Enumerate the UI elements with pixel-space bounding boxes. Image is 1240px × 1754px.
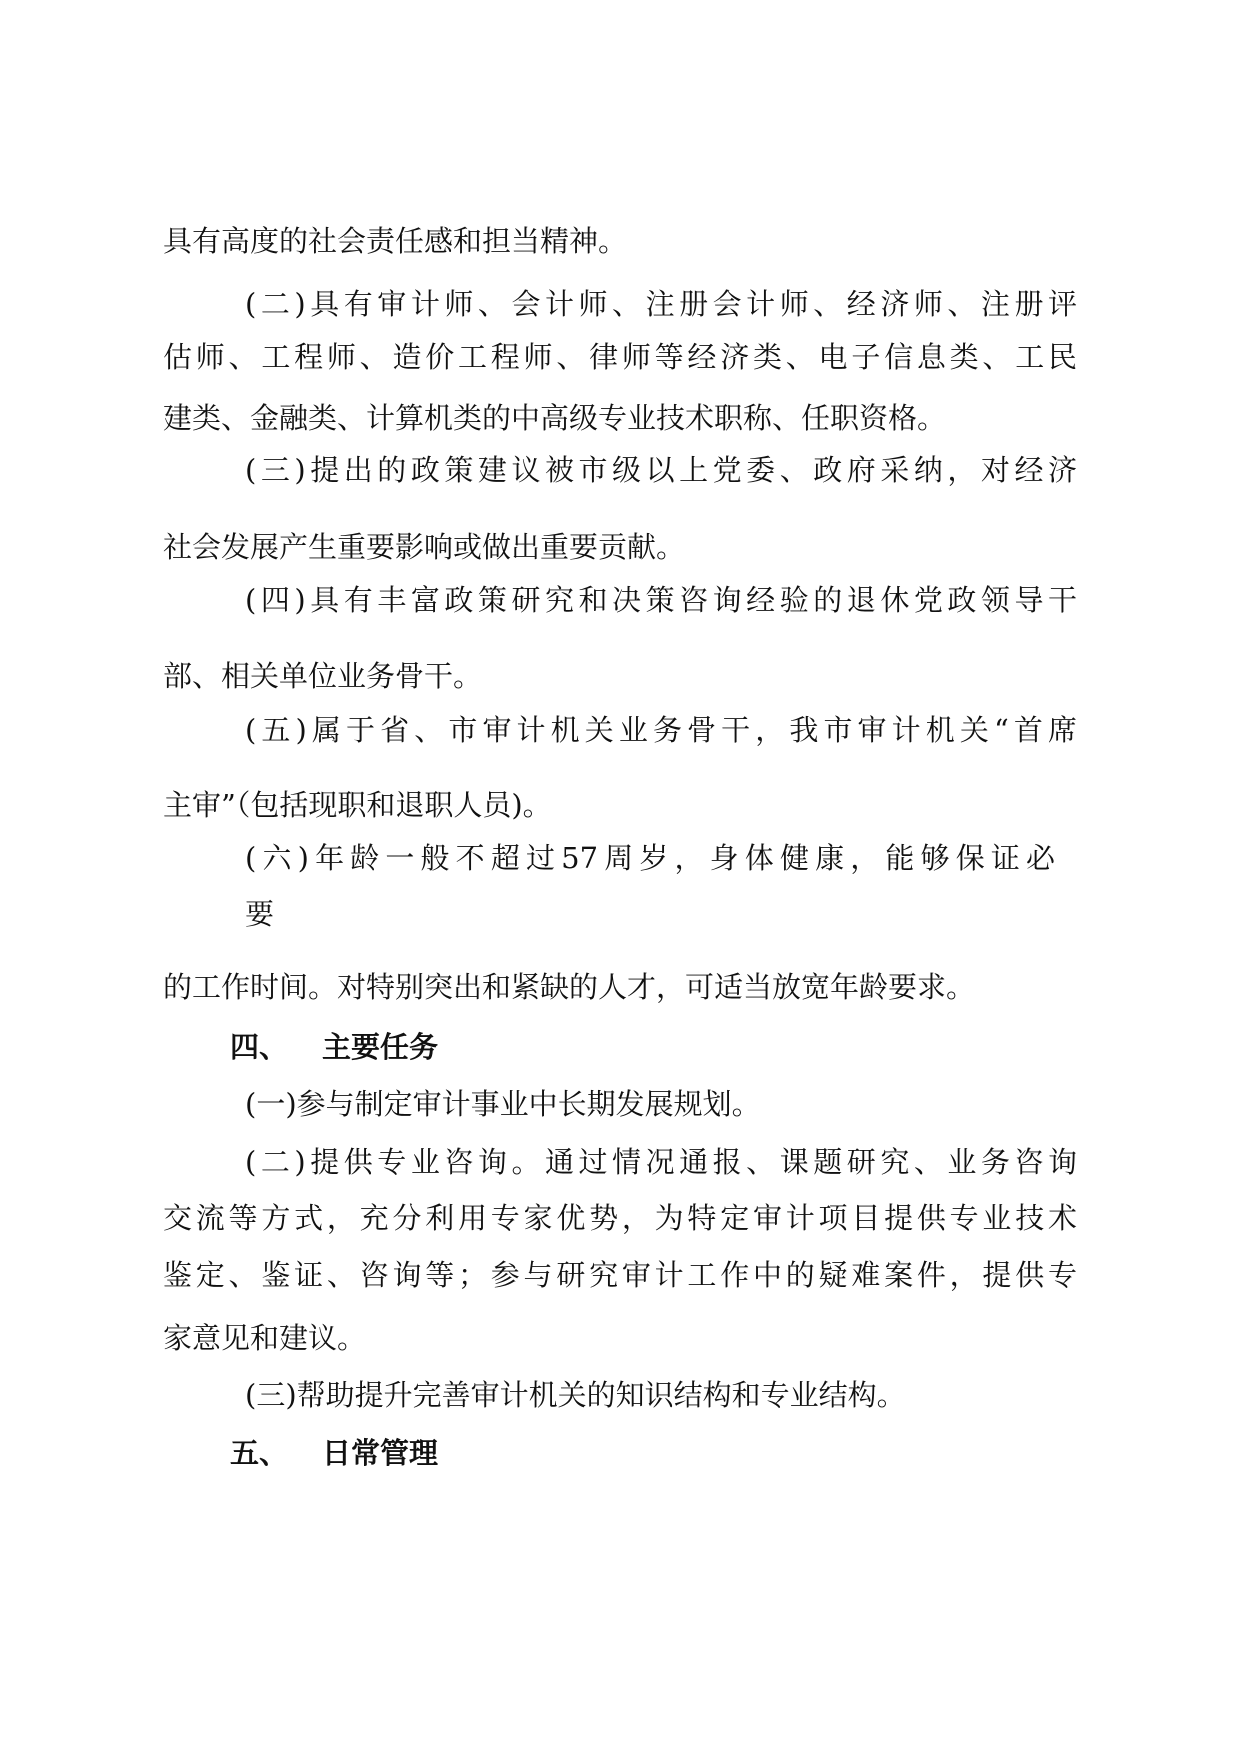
paragraph-line: 鉴定、鉴证、咨询等；参与研究审计工作中的疑难案件，提供专 (163, 1258, 1077, 1292)
paragraph-line: (六)年龄一般不超过57周岁，身体健康，能够保证必 (245, 841, 1055, 875)
paragraph-line: (二)具有审计师、会计师、注册会计师、经济师、注册评 (245, 287, 1077, 321)
paragraph-line: 的工作时间。对特别突出和紧缺的人才，可适当放宽年龄要求。 (163, 970, 976, 1004)
section-heading (230, 1433, 438, 1473)
paragraph-line: 主审”（包括现职和退职人员)。 (163, 788, 552, 822)
section-heading (230, 1027, 438, 1067)
paragraph-line: (三)提出的政策建议被市级以上党委、政府采纳，对经济 (245, 453, 1077, 487)
paragraph-line: (四)具有丰富政策研究和决策咨询经验的退休党政领导干 (245, 583, 1077, 617)
paragraph-line: 建类、金融类、计算机类的中高级专业技术职称、任职资格。 (163, 401, 947, 435)
section-heading-number: 五、 (230, 1436, 289, 1470)
paragraph-line: 家意见和建议。 (163, 1321, 367, 1355)
paragraph-line: 部、相关单位业务骨干。 (163, 659, 483, 693)
section-heading-title: 日常管理 (322, 1436, 439, 1470)
paragraph-line: (二)提供专业咨询。通过情况通报、课题研究、业务咨询 (245, 1145, 1077, 1179)
section-heading-title: 主要任务 (322, 1030, 439, 1064)
paragraph-line: (五)属于省、市审计机关业务骨干，我市审计机关“首席 (245, 713, 1077, 747)
paragraph-line: 交流等方式，充分利用专家优势，为特定审计项目提供专业技术 (163, 1201, 1077, 1235)
section-heading-number: 四、 (230, 1030, 289, 1064)
paragraph-line: 社会发展产生重要影响或做出重要贡献。 (163, 530, 686, 564)
paragraph-line: 具有高度的社会责任感和担当精神。 (163, 224, 628, 258)
paragraph-line: (一)参与制定审计事业中长期发展规划。 (245, 1087, 761, 1121)
paragraph-line: 要 (245, 897, 275, 931)
paragraph-line: (三)帮助提升完善审计机关的知识结构和专业结构。 (245, 1378, 906, 1412)
paragraph-line: 估师、工程师、造价工程师、律师等经济类、电子信息类、工民 (163, 340, 1077, 374)
